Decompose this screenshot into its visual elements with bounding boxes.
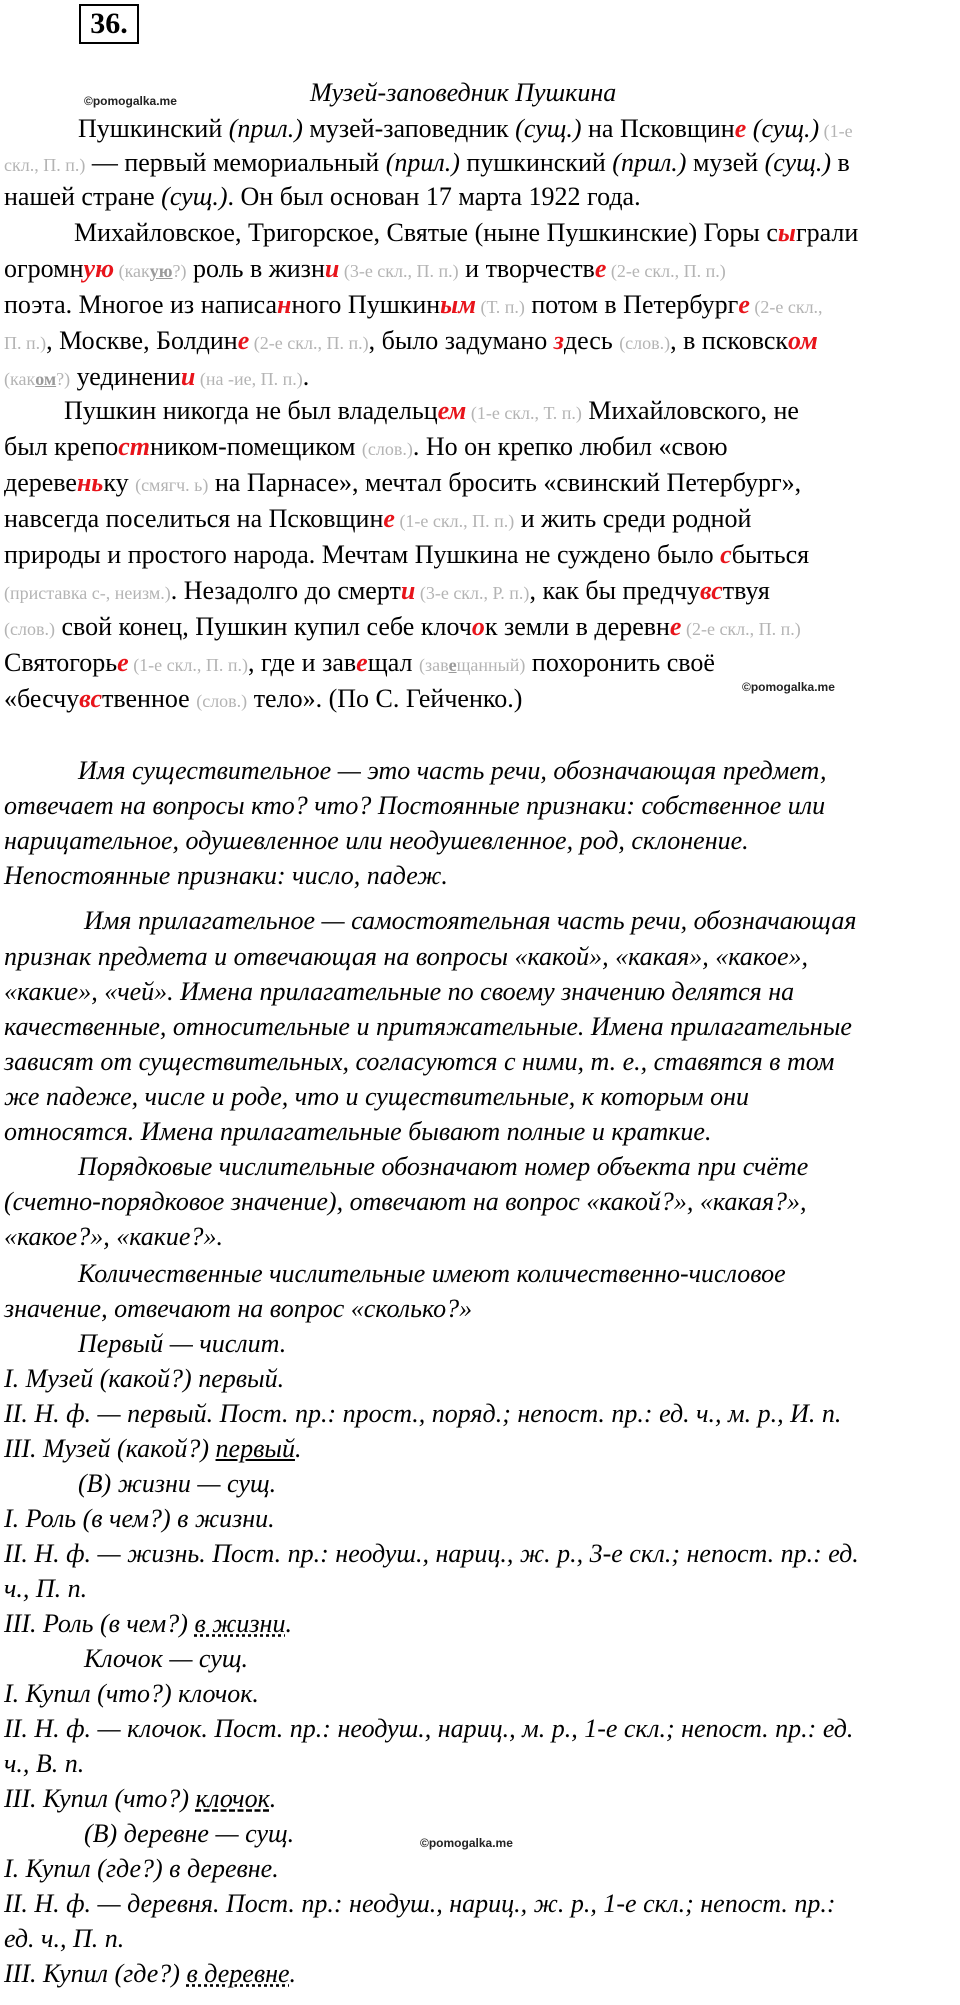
theory-line: Имя существительное — это часть речи, обозначающая предмет, [78, 756, 827, 785]
text-title: Музей-заповедник Пушкина [310, 78, 617, 107]
theory-line: зависят от существительных, согласуются с ними, т. е., ставятся в том [4, 1047, 835, 1076]
text-line: нашей стране (сущ.). Он был основан 17 марта 1922 года. [4, 182, 641, 211]
analysis-line: III. Роль (в чем?) в жизни. [4, 1609, 292, 1638]
text-line: (приставка с-, неизм.). Незадолго до смерти (3-е скл., Р. п.), как бы предчувствуя [4, 576, 770, 605]
analysis-line: I. Купил (что?) клочок. [4, 1679, 259, 1708]
exercise-number: 36. [79, 4, 139, 44]
theory-line: относятся. Имена прилагательные бывают полные и краткие. [4, 1117, 712, 1146]
text-line: природы и простого народа. Мечтам Пушкина не суждено было сбыться [4, 540, 810, 569]
text-line: Святогорье (1-е скл., П. п.), где и завещал (завещанный) похоронить своё [4, 648, 715, 677]
theory-line: нарицательное, одушевленное или неодушевленное, род, склонение. [4, 826, 749, 855]
analysis-line: II. Н. ф. — жизнь. Пост. пр.: неодуш., нариц., ж. р., 3-е скл.; непост. пр.: ед. [4, 1539, 859, 1568]
theory-line: значение, отвечают на вопрос «сколько?» [4, 1294, 473, 1323]
text-line: навсегда поселиться на Псковщине (1-е скл., П. п.) и жить среди родной [4, 504, 752, 533]
analysis-heading: (В) жизни — сущ. [78, 1469, 277, 1498]
text-line: был крепостником-помещиком (слов.). Но он крепко любил «свою [4, 432, 728, 461]
theory-line: «какое?», «какие?». [4, 1222, 223, 1251]
watermark: ©pomogalka.me [84, 94, 177, 108]
text-line: скл., П. п.) — первый мемориальный (прил.) пушкинский (прил.) музей (сущ.) в [4, 148, 850, 177]
analysis-line: II. Н. ф. — клочок. Пост. пр.: неодуш., нариц., м. р., 1-е скл.; непост. пр.: ед. [4, 1714, 854, 1743]
analysis-line: III. Музей (какой?) первый. [4, 1434, 302, 1463]
theory-line: Имя прилагательное — самостоятельная часть речи, обозначающая [84, 906, 857, 935]
analysis-line: ч., В. п. [4, 1749, 85, 1778]
text-line: «бесчувственное (слов.) тело». (По С. Гейченко.) [4, 684, 523, 713]
theory-line: Порядковые числительные обозначают номер объекта при счёте [78, 1152, 809, 1181]
watermark: ©pomogalka.me [420, 1836, 513, 1850]
theory-line: Количественные числительные имеют количественно-числовое [78, 1259, 786, 1288]
analysis-line: I. Роль (в чем?) в жизни. [4, 1504, 275, 1533]
analysis-line: I. Музей (какой?) первый. [4, 1364, 285, 1393]
analysis-line: III. Купил (где?) в деревне. [4, 1959, 297, 1988]
analysis-heading: Первый — числит. [78, 1329, 287, 1358]
text-line: Пушкин никогда не был владельцем (1-е скл., Т. п.) Михайловского, не [64, 396, 799, 425]
theory-line: отвечает на вопросы кто? что? Постоянные признаки: собственное или [4, 791, 826, 820]
text-line: Михайловское, Тригорское, Святые (ныне Пушкинские) Горы сыграли [74, 218, 859, 247]
text-line: Пушкинский (прил.) музей-заповедник (сущ.) на Псковщине (сущ.) (1-е [78, 114, 853, 143]
analysis-heading: Клочок — сущ. [84, 1644, 248, 1673]
text-line: деревеньку (смягч. ь) на Парнасе», мечтал бросить «свинский Петербург», [4, 468, 802, 497]
theory-line: (счетно-порядковое значение), отвечают на вопрос «какой?», «какая?», [4, 1187, 807, 1216]
text-line: (слов.) свой конец, Пушкин купил себе клочок земли в деревне (2-е скл., П. п.) [4, 612, 801, 641]
analysis-line: ч., П. п. [4, 1574, 88, 1603]
theory-line: же падеже, числе и роде, что и существительные, к которым они [4, 1082, 750, 1111]
theory-line: признак предмета и отвечающая на вопросы «какой», «какая», «какое», [4, 942, 809, 971]
analysis-heading: (В) деревне — сущ. [84, 1819, 295, 1848]
watermark: ©pomogalka.me [742, 680, 835, 694]
theory-line: Непостоянные признаки: число, падеж. [4, 861, 448, 890]
theory-line: «какие», «чей». Имена прилагательные по своему значению делятся на [4, 977, 795, 1006]
text-line: поэта. Многое из написанного Пушкиным (Т. п.) потом в Петербурге (2-е скл., [4, 290, 823, 319]
text-line: (каком?) уединении (на -ие, П. п.). [4, 362, 310, 391]
analysis-line: ед. ч., П. п. [4, 1924, 125, 1953]
analysis-line: II. Н. ф. — первый. Пост. пр.: прост., поряд.; непост. пр.: ед. ч., м. р., И. п. [4, 1399, 842, 1428]
text-line: огромную (какую?) роль в жизни (3-е скл., П. п.) и творчестве (2-е скл., П. п.) [4, 254, 726, 283]
text-line: П. п.), Москве, Болдине (2-е скл., П. п.), было задумано здесь (слов.), в псковском [4, 326, 818, 355]
theory-line: качественные, относительные и притяжательные. Имена прилагательные [4, 1012, 852, 1041]
analysis-line: III. Купил (что?) клочок. [4, 1784, 277, 1813]
analysis-line: II. Н. ф. — деревня. Пост. пр.: неодуш., нариц., ж. р., 1-е скл.; непост. пр.: [4, 1889, 836, 1918]
analysis-line: I. Купил (где?) в деревне. [4, 1854, 279, 1883]
